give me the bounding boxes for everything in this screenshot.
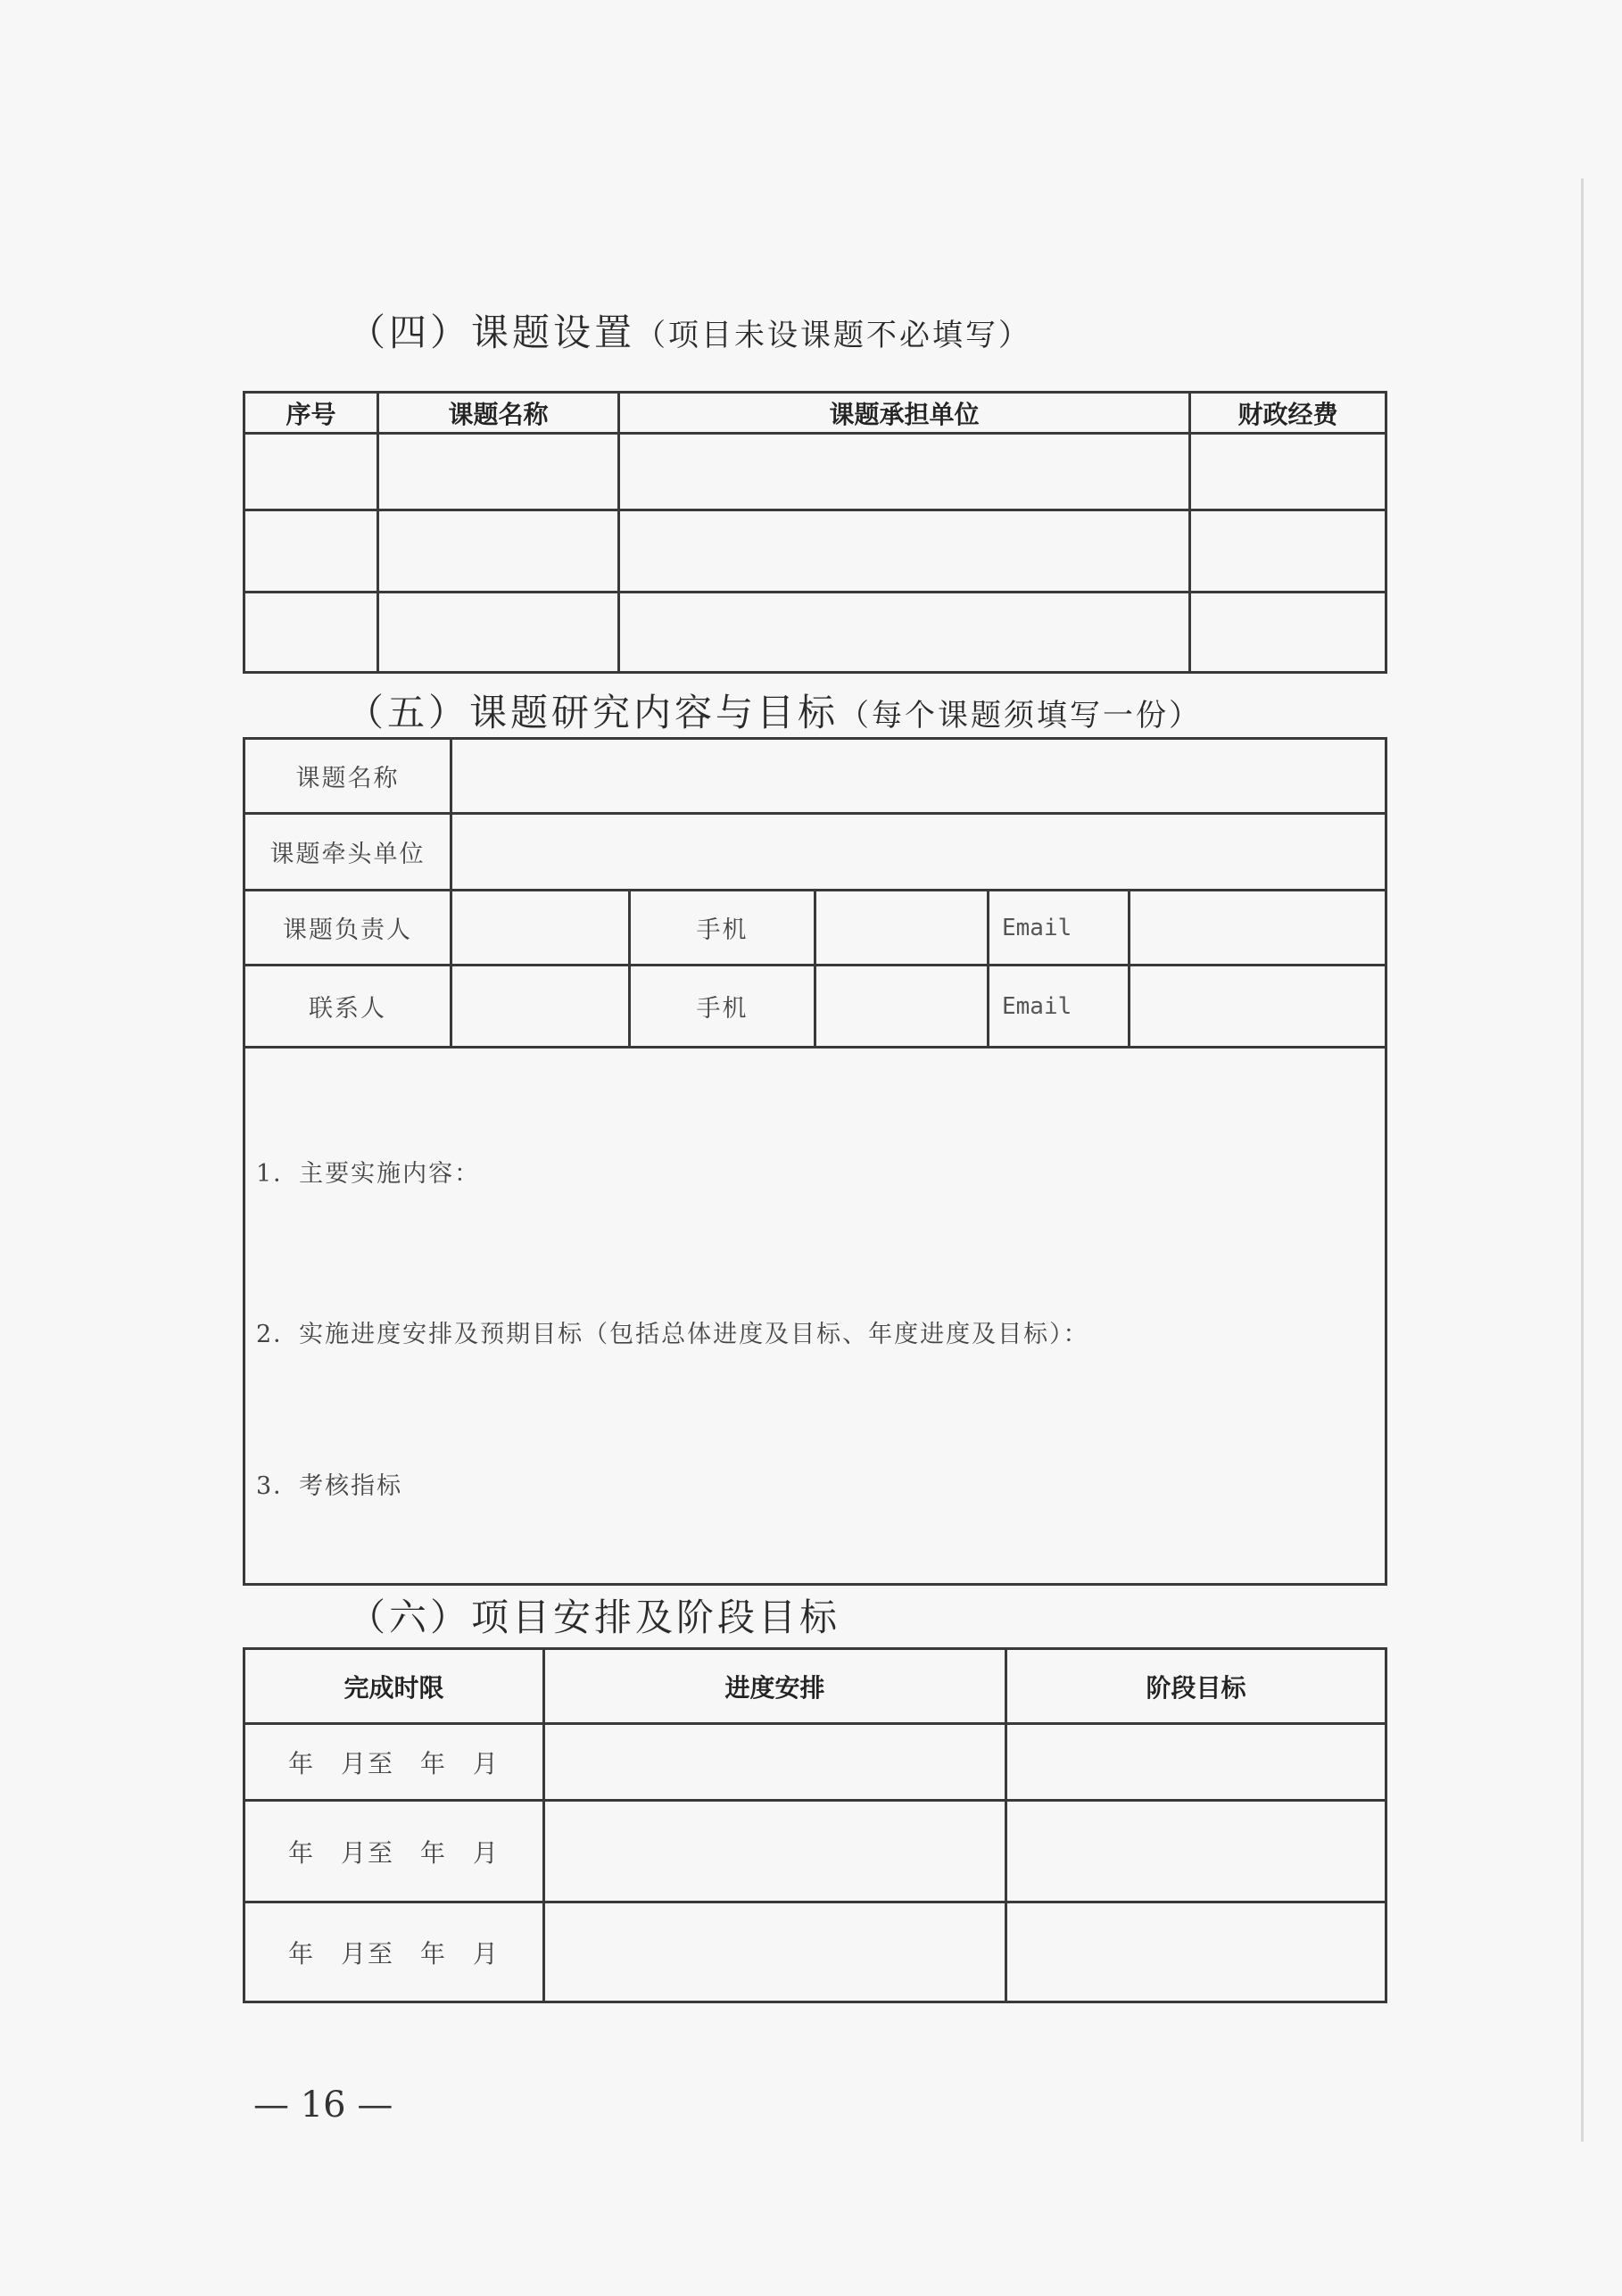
table-header-row <box>244 393 1386 434</box>
period-cell[interactable]: 年 月至 年 月 <box>244 1724 544 1801</box>
table-header-row <box>244 1649 1386 1724</box>
goal-cell[interactable] <box>1006 1902 1386 2002</box>
scan-edge-line <box>1581 178 1584 2142</box>
lead-unit-row <box>244 814 1386 891</box>
contact-row <box>244 966 1386 1048</box>
header-deadline: 完成时限 <box>244 1649 544 1724</box>
header-funding: 财政经费 <box>1190 393 1386 434</box>
leader-row <box>244 891 1386 966</box>
leader-email-field[interactable] <box>1130 891 1386 966</box>
period-cell[interactable]: 年 月至 年 月 <box>244 1902 544 2002</box>
section5-heading <box>346 684 1202 737</box>
contact-email-field[interactable] <box>1130 966 1386 1048</box>
leader-label: 课题负责人 <box>244 891 451 966</box>
table-row <box>244 1902 1386 2002</box>
schedule-goals-label: 2．实施进度安排及预期目标（包括总体进度及目标、年度进度及目标）： <box>256 1321 1089 1348</box>
contact-phone-field[interactable] <box>815 966 989 1048</box>
section4-note: （项目未设课题不必填写） <box>635 318 1032 353</box>
cell-funding[interactable] <box>1190 510 1386 593</box>
period-cell[interactable]: 年 月至 年 月 <box>244 1801 544 1902</box>
table-row <box>244 510 1386 593</box>
contact-field[interactable] <box>451 966 630 1048</box>
goal-cell[interactable] <box>1006 1801 1386 1902</box>
lead-unit-label: 课题牵头单位 <box>244 814 451 891</box>
goal-cell[interactable] <box>1006 1724 1386 1801</box>
cell-index[interactable] <box>244 510 378 593</box>
table-row <box>244 1724 1386 1801</box>
section6-heading <box>348 1588 840 1642</box>
table-row <box>244 1801 1386 1902</box>
cell-subject-name[interactable] <box>378 593 619 673</box>
section4-title: （四）课题设置 <box>348 311 636 354</box>
schedule-cell[interactable] <box>544 1801 1006 1902</box>
content-cell[interactable] <box>244 1048 1386 1585</box>
contact-email-label: Email <box>989 966 1130 1048</box>
leader-phone-label: 手机 <box>630 891 815 966</box>
page-number: — 16 — <box>253 2085 393 2126</box>
section4-heading <box>348 303 1031 357</box>
subject-setup-table <box>243 391 1387 674</box>
assessment-indicators-label: 3．考核指标 <box>256 1472 403 1500</box>
schedule-cell[interactable] <box>544 1902 1006 2002</box>
section5-title: （五）课题研究内容与目标 <box>346 691 840 734</box>
section6-title: （六）项目安排及阶段目标 <box>348 1596 841 1639</box>
content-row <box>244 1048 1386 1585</box>
schedule-cell[interactable] <box>544 1724 1006 1801</box>
cell-index[interactable] <box>244 593 378 673</box>
section5-note: （每个课题须填写一份） <box>839 698 1203 734</box>
header-stage-goal: 阶段目标 <box>1006 1649 1386 1724</box>
project-schedule-table <box>243 1647 1387 2003</box>
cell-subject-name[interactable] <box>378 434 619 510</box>
cell-funding[interactable] <box>1190 593 1386 673</box>
cell-undertaking-unit[interactable] <box>619 510 1190 593</box>
subject-name-label: 课题名称 <box>244 739 451 814</box>
implementation-content-label: 1．主要实施内容： <box>256 1160 481 1188</box>
header-index: 序号 <box>244 393 378 434</box>
lead-unit-field[interactable] <box>451 814 1386 891</box>
table-row <box>244 593 1386 673</box>
contact-label: 联系人 <box>244 966 451 1048</box>
header-subject-name: 课题名称 <box>378 393 619 434</box>
leader-phone-field[interactable] <box>815 891 989 966</box>
cell-funding[interactable] <box>1190 434 1386 510</box>
subject-info-table <box>243 737 1387 1586</box>
contact-phone-label: 手机 <box>630 966 815 1048</box>
cell-index[interactable] <box>244 434 378 510</box>
leader-field[interactable] <box>451 891 630 966</box>
header-schedule: 进度安排 <box>544 1649 1006 1724</box>
cell-undertaking-unit[interactable] <box>619 593 1190 673</box>
table-row <box>244 434 1386 510</box>
cell-subject-name[interactable] <box>378 510 619 593</box>
leader-email-label: Email <box>989 891 1130 966</box>
header-undertaking-unit: 课题承担单位 <box>619 393 1190 434</box>
subject-name-row <box>244 739 1386 814</box>
subject-name-field[interactable] <box>451 739 1386 814</box>
cell-undertaking-unit[interactable] <box>619 434 1190 510</box>
